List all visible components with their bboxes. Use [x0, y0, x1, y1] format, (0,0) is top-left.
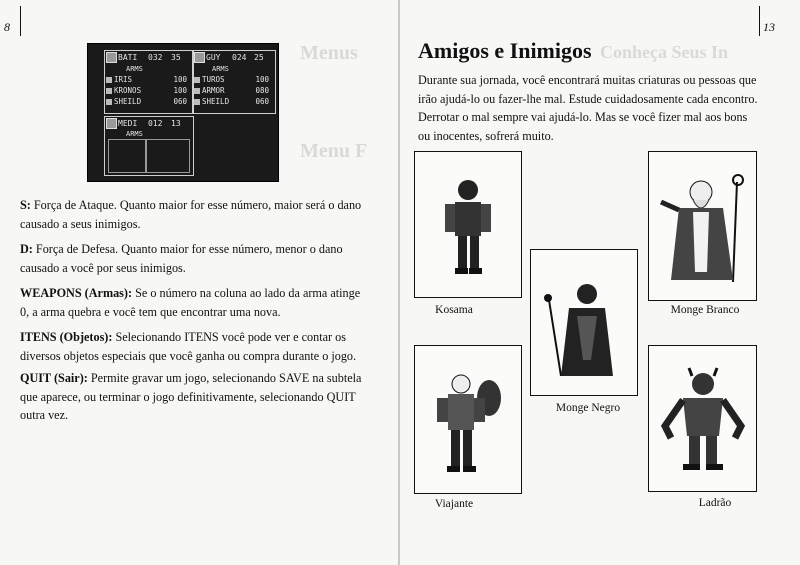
weapon-value: 100 [255, 75, 269, 84]
definition: Força de Ataque. Quanto maior for esse número, maior será o dano causado a seus inimigos. [20, 198, 362, 231]
arms-label: ARMS [126, 130, 143, 138]
weapon-value: 060 [173, 97, 187, 106]
character-name: GUY [206, 53, 221, 62]
weapon-value: 100 [173, 75, 187, 84]
character-stat: 25 [254, 53, 264, 62]
white-monk-figure-icon [649, 152, 756, 300]
soldier-figure-icon [415, 152, 521, 297]
dark-monk-figure-icon [531, 250, 637, 395]
term: QUIT (Sair): [20, 371, 88, 385]
weapon-row [106, 75, 190, 84]
weapon-name: IRIS [114, 75, 133, 84]
definition: Permite gravar um jogo, selecionando SAVE na subtela que aparece, ou terminar o jogo definitivamente, selecionando QUIT outra vez. [20, 371, 362, 422]
arms-label: ARMS [126, 65, 143, 73]
arms-label: ARMS [212, 65, 229, 73]
page-number-left: 8 [4, 20, 10, 34]
weapon-value: 100 [173, 86, 187, 95]
weapon-name: TUROS [202, 75, 225, 84]
character-card [414, 151, 522, 298]
bleed-through-text: Menu F [300, 140, 368, 162]
paragraph-attack [20, 196, 365, 233]
weapon-name: ARMOR [202, 86, 225, 95]
paragraph-weapons [20, 284, 365, 321]
character-name-monge-branco: Monge Branco [670, 304, 740, 316]
weapon-value: 060 [255, 97, 269, 106]
paragraph-quit [20, 369, 365, 425]
character-name-viajante: Viajante [434, 498, 474, 510]
character-card [414, 345, 522, 494]
character-stat: 012 [148, 119, 163, 128]
page-rule [759, 6, 760, 36]
weapon-row [194, 97, 272, 106]
weapon-name: KRONOS [114, 86, 142, 95]
weapon-row [194, 75, 272, 84]
term: D: [20, 242, 33, 256]
page-number-right: 13 [763, 20, 775, 34]
empty-slot [108, 139, 146, 173]
character-stat: 032 [148, 53, 163, 62]
definition: Se o número na coluna ao lado da arma atinge 0, a arma quebra e você tem que encontrar uma nova. [20, 286, 361, 319]
character-portrait [106, 118, 117, 129]
intro-paragraph: Durante sua jornada, você encontrará muitas criaturas ou pessoas que irão ajudá-lo ou fazer-lhe mal. Estude cuidadosamente cada encontro. Derrotar o mal sempre vai ajudá-lo. Mas se você fizer mal aos bons ou inocentes, sofrerá muito. [418, 73, 758, 143]
character-stat: 35 [171, 53, 181, 62]
empty-slot [146, 139, 190, 173]
paragraph-items [20, 328, 365, 365]
weapon-row [106, 86, 190, 95]
weapon-row [106, 97, 190, 106]
character-stat: 13 [171, 119, 181, 128]
character-stat: 024 [232, 53, 247, 62]
character-card [530, 249, 638, 396]
term: WEAPONS (Armas): [20, 286, 133, 300]
weapon-value: 080 [255, 86, 269, 95]
character-card [648, 345, 757, 492]
character-name-monge-negro: Monge Negro [555, 402, 621, 414]
character-portrait [194, 52, 205, 63]
term: S: [20, 198, 31, 212]
bleed-through-text: Menus [300, 42, 358, 64]
traveler-figure-icon [415, 346, 521, 493]
bleed-through-text: Conheça Seus In [600, 42, 729, 62]
page-rule [20, 6, 21, 36]
definition: Selecionando ITENS você pode ver e contar os diversos objetos especiais que você ganha ou compra durante o jogo. [20, 330, 357, 363]
game-status-screenshot [87, 43, 279, 182]
character-portrait [106, 52, 117, 63]
weapon-name: SHEILD [202, 97, 230, 106]
weapon-name: SHEILD [114, 97, 142, 106]
paragraph-defense [20, 240, 365, 277]
character-name: MEDI [118, 119, 138, 128]
character-name-ladrao: Ladrão [698, 497, 732, 509]
character-name: BATI [118, 53, 138, 62]
character-name-kosama: Kosama [435, 304, 473, 316]
book-spine [398, 0, 400, 565]
weapon-row [194, 86, 272, 95]
page-title: Amigos e Inimigos [418, 38, 592, 63]
character-card [648, 151, 757, 301]
definition: Força de Defesa. Quanto maior for esse número, menor o dano causado a você por seus inimigos. [20, 242, 343, 275]
term: ITENS (Objetos): [20, 330, 113, 344]
thief-figure-icon [649, 346, 756, 491]
